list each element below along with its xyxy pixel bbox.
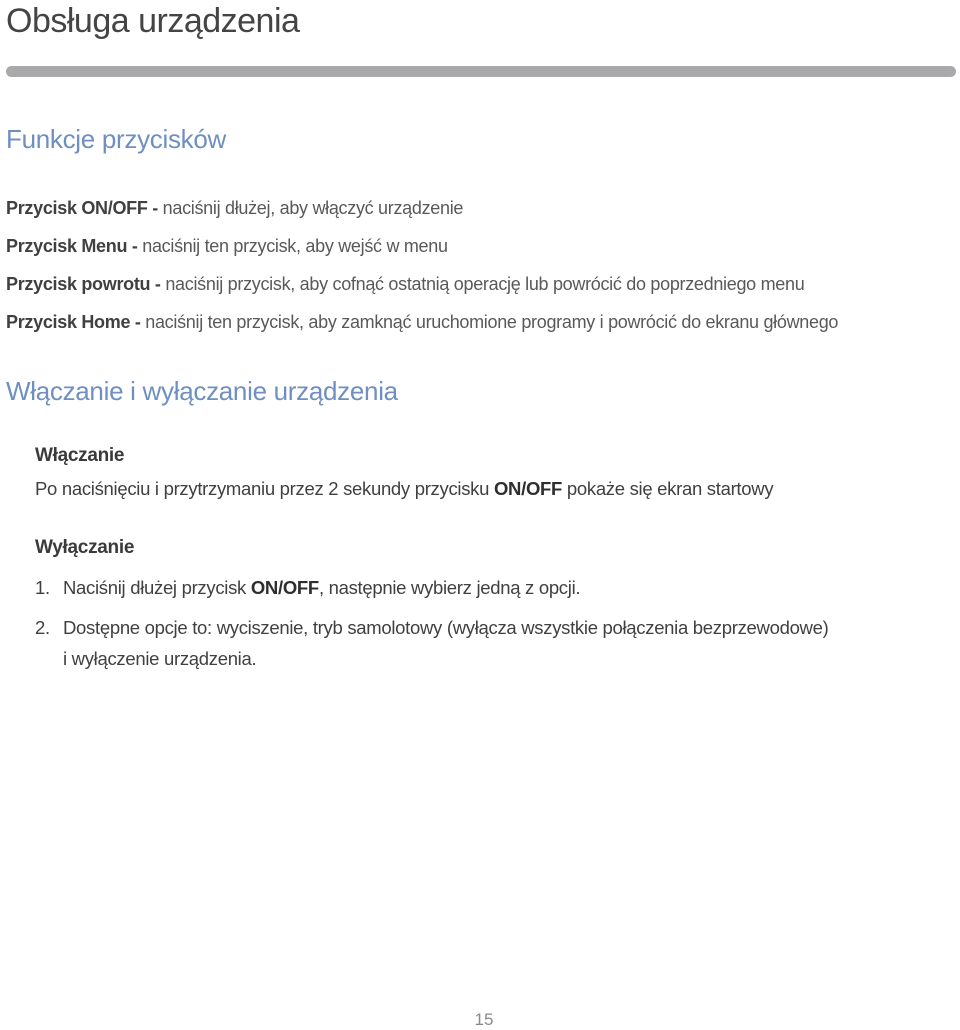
list-item-back-button [6,265,838,303]
list-item-step-1 [35,572,828,603]
section-heading-button-functions: Funkcje przycisków [6,124,226,154]
page-number: 15 [474,1010,494,1029]
term-label: Przycisk powrotu - [6,274,161,294]
page-title: Obsługa urządzenia [6,2,300,40]
step-text-before: Naciśnij dłużej przycisk [63,577,251,598]
list-item-home-button [6,303,838,341]
step-text-after: , następnie wybierz jedną z opcji. [318,577,581,598]
power-on-paragraph [35,474,773,504]
term-description: naciśnij dłużej, aby włączyć urządzenie [157,198,464,218]
term-description: naciśnij przycisk, aby cofnąć ostatnią operację lub powrócić do poprzedniego menu [160,274,805,294]
step-text-line-1: Dostępne opcje to: wyciszenie, tryb samolotowy (wyłącza wszystkie połączenia bezprzewodowe) [63,617,829,638]
title-divider [6,66,956,77]
subheading-power-on: Włączanie [35,445,125,466]
term-description: naciśnij ten przycisk, aby wejść w menu [137,236,448,256]
power-off-steps [35,572,828,683]
power-on-text-after: pokaże się ekran startowy [562,478,774,499]
step-text-line-2: i wyłączenie urządzenia. [63,648,257,669]
list-item-step-2 [35,612,828,674]
step-number: 1. [35,577,50,598]
step-highlight: ON/OFF [250,577,319,598]
term-label: Przycisk ON/OFF - [6,198,158,218]
term-description: naciśnij ten przycisk, aby zamknąć uruchomione programy i powrócić do ekranu głównego [140,312,839,332]
term-label: Przycisk Menu - [6,236,138,256]
button-functions-list [6,189,838,341]
power-on-text-before: Po naciśnięciu i przytrzymaniu przez 2 sekundy przycisku [35,478,494,499]
list-item-menu-button [6,227,838,265]
section-heading-power: Włączanie i wyłączanie urządzenia [6,376,398,406]
power-on-highlight: ON/OFF [493,478,563,499]
step-number: 2. [35,617,50,638]
list-item-onoff-button [6,189,838,227]
subheading-power-off: Wyłączanie [35,537,135,558]
term-label: Przycisk Home - [6,312,141,332]
